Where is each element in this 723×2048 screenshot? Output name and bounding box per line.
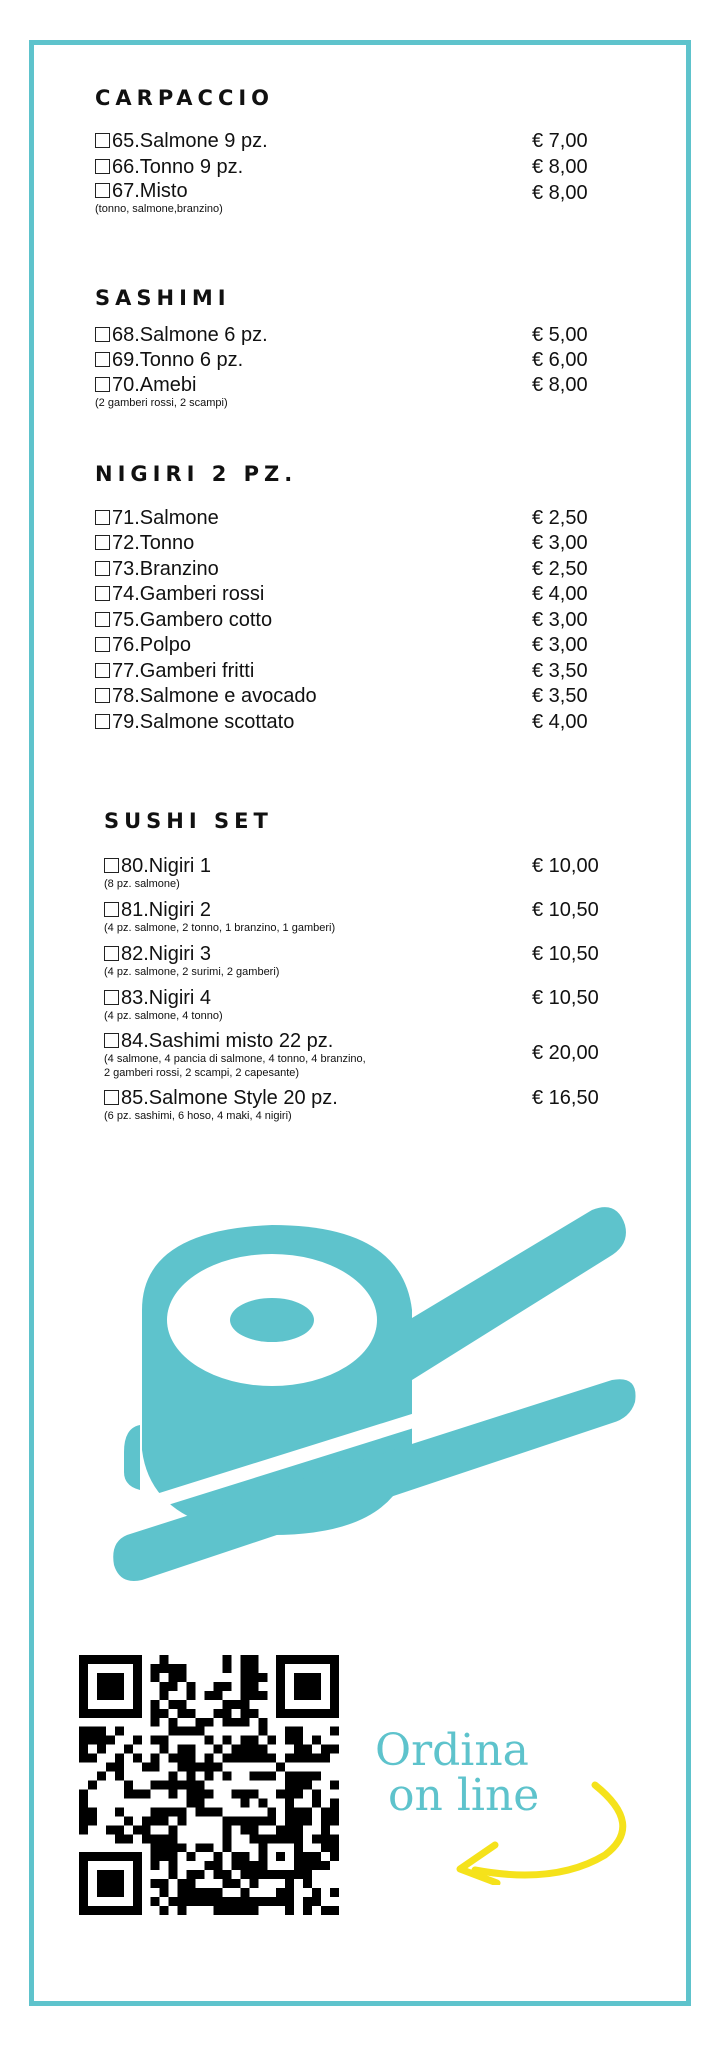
checkbox[interactable] — [95, 714, 110, 729]
section-nigiri — [95, 462, 635, 733]
item-price: € 7,00 — [532, 130, 588, 152]
checkbox[interactable] — [104, 990, 119, 1005]
item-description: (tonno, salmone,branzino) — [95, 203, 223, 215]
item-name: 70.Amebi — [112, 374, 197, 396]
cta-line-2: on line — [388, 1770, 540, 1821]
item-name: 80.Nigiri 1 — [121, 855, 212, 877]
item-description: (4 pz. salmone, 2 tonno, 1 branzino, 1 gamberi) — [104, 922, 336, 934]
checkbox[interactable] — [104, 946, 119, 961]
item-name: 79.Salmone scottato — [112, 711, 295, 733]
checkbox[interactable] — [95, 352, 110, 367]
sushi-chopsticks-icon — [112, 1190, 642, 1595]
section-title: SUSHI SET — [104, 809, 273, 833]
item-price: € 10,50 — [532, 943, 599, 965]
item-description: (8 pz. salmone) — [104, 878, 180, 890]
item-price: € 8,00 — [532, 156, 588, 178]
item-name: 81.Nigiri 2 — [121, 899, 212, 921]
section-sushi-set — [104, 809, 644, 1122]
checkbox[interactable] — [95, 377, 110, 392]
item-price: € 2,50 — [532, 507, 588, 529]
item-price: € 8,00 — [532, 182, 588, 204]
item-name: 72.Tonno — [112, 532, 195, 554]
checkbox[interactable] — [95, 183, 110, 198]
checkbox[interactable] — [95, 688, 110, 703]
item-description: (4 pz. salmone, 2 surimi, 2 gamberi) — [104, 966, 280, 978]
checkbox[interactable] — [104, 1033, 119, 1048]
qr-code-icon[interactable] — [79, 1655, 339, 1915]
item-price: € 3,50 — [532, 685, 588, 707]
item-description: (6 pz. sashimi, 6 hoso, 4 maki, 4 nigiri) — [104, 1110, 292, 1122]
item-price: € 2,50 — [532, 558, 588, 580]
item-price: € 5,00 — [532, 324, 588, 346]
checkbox[interactable] — [95, 637, 110, 652]
item-name: 66.Tonno 9 pz. — [112, 156, 244, 178]
item-name: 85.Salmone Style 20 pz. — [121, 1087, 338, 1109]
item-name: 84.Sashimi misto 22 pz. — [121, 1030, 334, 1052]
curved-arrow-icon — [445, 1765, 645, 1890]
item-name: 77.Gamberi fritti — [112, 660, 255, 682]
item-price: € 3,00 — [532, 634, 588, 656]
checkbox[interactable] — [104, 858, 119, 873]
checkbox[interactable] — [104, 1090, 119, 1105]
item-price: € 3,50 — [532, 660, 588, 682]
item-price: € 6,00 — [532, 349, 588, 371]
item-name: 74.Gamberi rossi — [112, 583, 265, 605]
section-title: SASHIMI — [95, 286, 231, 310]
item-name: 68.Salmone 6 pz. — [112, 324, 268, 346]
section-carpaccio — [95, 86, 635, 215]
checkbox[interactable] — [95, 327, 110, 342]
item-price: € 10,50 — [532, 987, 599, 1009]
item-name: 69.Tonno 6 pz. — [112, 349, 244, 371]
item-name: 75.Gambero cotto — [112, 609, 273, 631]
checkbox[interactable] — [95, 159, 110, 174]
item-name: 73.Branzino — [112, 558, 219, 580]
section-sashimi — [95, 286, 635, 409]
item-name: 83.Nigiri 4 — [121, 987, 212, 1009]
checkbox[interactable] — [104, 902, 119, 917]
checkbox[interactable] — [95, 510, 110, 525]
checkbox[interactable] — [95, 612, 110, 627]
item-price: € 20,00 — [532, 1042, 599, 1064]
cta-line-1: Ordina — [375, 1725, 529, 1776]
item-price: € 4,00 — [532, 583, 588, 605]
item-description: (4 salmone, 4 pancia di salmone, 4 tonno, 4 branzino, 2 gamberi rossi, 2 scampi, 2 capesante) — [104, 1053, 366, 1079]
item-name: 78.Salmone e avocado — [112, 685, 317, 707]
item-name: 76.Polpo — [112, 634, 191, 656]
section-title: NIGIRI 2 PZ. — [95, 462, 298, 486]
item-description: (4 pz. salmone, 4 tonno) — [104, 1010, 223, 1022]
item-price: € 8,00 — [532, 374, 588, 396]
item-price: € 3,00 — [532, 609, 588, 631]
item-name: 82.Nigiri 3 — [121, 943, 212, 965]
item-price: € 10,00 — [532, 855, 599, 877]
checkbox[interactable] — [95, 561, 110, 576]
checkbox[interactable] — [95, 663, 110, 678]
item-price: € 3,00 — [532, 532, 588, 554]
item-description: (2 gamberi rossi, 2 scampi) — [95, 397, 228, 409]
checkbox[interactable] — [95, 133, 110, 148]
item-name: 65.Salmone 9 pz. — [112, 130, 268, 152]
item-price: € 4,00 — [532, 711, 588, 733]
item-name: 71.Salmone — [112, 507, 219, 529]
item-name: 67.Misto — [112, 180, 188, 202]
checkbox[interactable] — [95, 586, 110, 601]
item-price: € 16,50 — [532, 1087, 599, 1109]
item-price: € 10,50 — [532, 899, 599, 921]
section-title: CARPACCIO — [95, 86, 275, 110]
checkbox[interactable] — [95, 535, 110, 550]
